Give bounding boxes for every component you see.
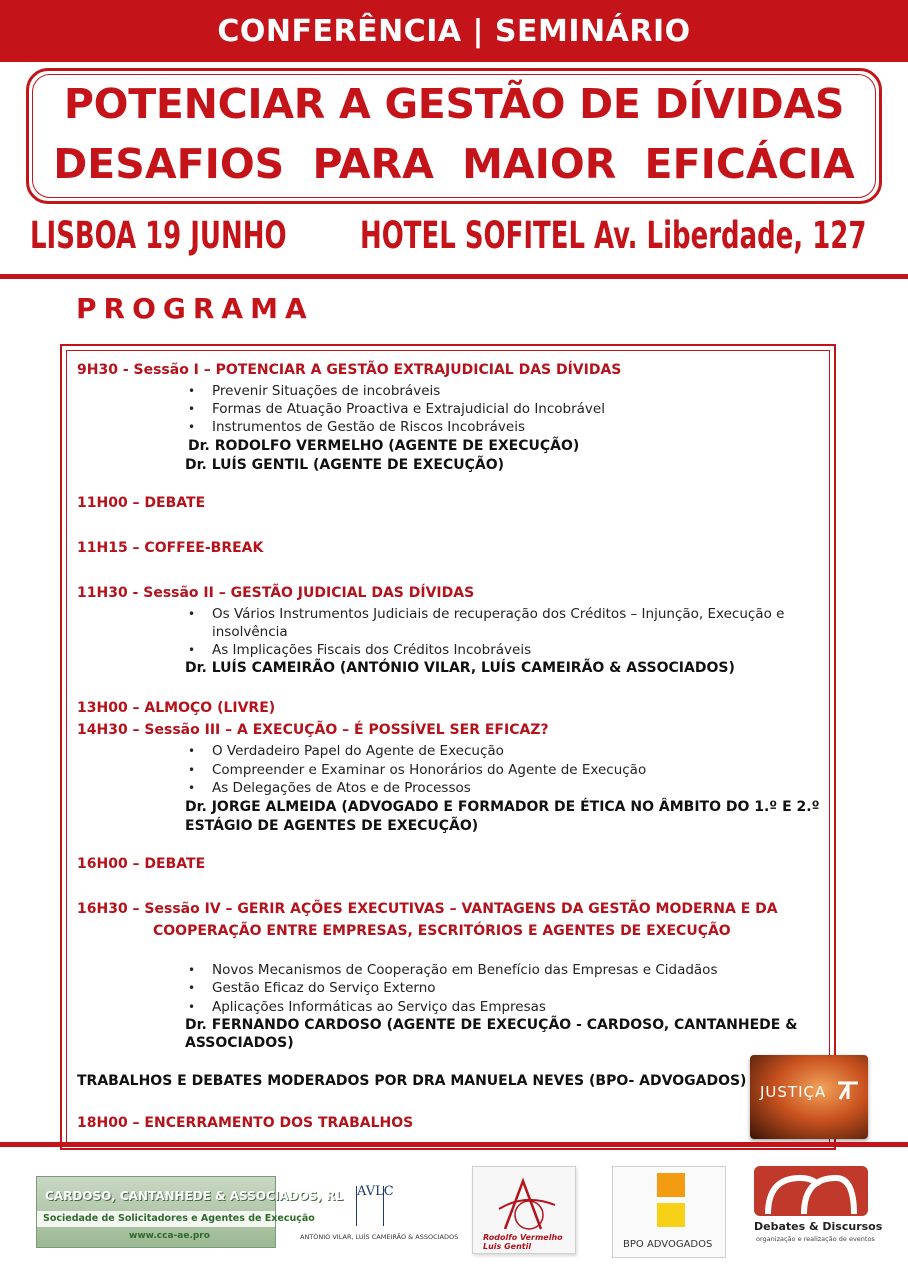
sponsor-rv-logo [472, 1166, 576, 1254]
event-venue: HOTEL SOFITEL Av. Liberdade, 127 [360, 214, 867, 257]
sponsor-dd-tagline: organização e realização de eventos [756, 1235, 875, 1243]
list-item-text: Novos Mecanismos de Cooperação em Benefício das Empresas e Cidadãos [212, 962, 718, 978]
sponsor-cca-tagline: Sociedade de Solicitadores e Agentes de Execução [43, 1213, 315, 1224]
event-city-date: LISBOA 19 JUNHO [30, 214, 287, 257]
programa-heading: PROGRAMA [76, 292, 314, 325]
bullet-icon: • [188, 402, 196, 416]
divider-bottom [0, 1142, 908, 1147]
list-item-continuation: insolvência [212, 624, 288, 640]
justica-logo-text: JUSTIÇA [760, 1083, 827, 1101]
list-item [188, 742, 504, 760]
session-4-speaker-line-2: ASSOCIADOS) [185, 1035, 294, 1051]
coffee-break: 11H15 – COFFEE-BREAK [77, 540, 264, 556]
list-item [188, 761, 647, 779]
list-item [188, 979, 436, 997]
sponsor-bpo-logo [612, 1166, 726, 1258]
bullet-icon: • [188, 420, 196, 434]
sponsor-avlc-name: ANTÓNIO VILAR, LUÍS CAMEIRÃO & ASSOCIADOS [300, 1233, 459, 1241]
session-4-title-line-2: COOPERAÇÃO ENTRE EMPRESAS, ESCRITÓRIOS E AGENTES DE EXECUÇÃO [153, 923, 731, 939]
session-1-title: 9H30 - Sessão I – POTENCIAR A GESTÃO EXTRAJUDICIAL DAS DÍVIDAS [77, 362, 622, 378]
session-4-title-line-1: 16H30 – Sessão IV – GERIR AÇÕES EXECUTIVAS – VANTAGENS DA GESTÃO MODERNA E DA [77, 901, 778, 917]
sponsor-cca-logo [36, 1176, 343, 1248]
bullet-icon: • [188, 963, 196, 977]
bpo-yellow-block [657, 1203, 685, 1227]
sponsor-dd-name: Debates & Discursos [754, 1220, 883, 1233]
list-item-text: Gestão Eficaz do Serviço Externo [212, 980, 436, 996]
event-type-banner: CONFERÊNCIA | SEMINÁRIO [0, 0, 908, 62]
session-2-speaker: Dr. LUÍS CAMEIRÃO (ANTÓNIO VILAR, LUÍS CAMEIRÃO & ASSOCIADOS) [185, 660, 735, 676]
bullet-icon: • [188, 1000, 196, 1014]
session-2-title: 11H30 - Sessão II – GESTÃO JUDICIAL DAS DÍVIDAS [77, 585, 475, 601]
lunch: 13H00 – ALMOÇO (LIVRE) [77, 700, 276, 716]
bullet-icon: • [188, 763, 196, 777]
list-item [188, 961, 718, 979]
debate-1: 11H00 – DEBATE [77, 495, 206, 511]
sponsor-dd-logo [750, 1166, 883, 1246]
event-title-line-1: POTENCIAR A GESTÃO DE DÍVIDAS [63, 80, 845, 128]
bullet-icon: • [188, 781, 196, 795]
sponsor-rv-name-1: Rodolfo Vermelho [483, 1233, 563, 1242]
globe-icon [485, 1175, 565, 1231]
list-item-text: Instrumentos de Gestão de Riscos Incobráveis [212, 419, 525, 435]
debate-2: 16H00 – DEBATE [77, 856, 206, 872]
list-item-text: Compreender e Examinar os Honorários do Agente de Execução [212, 762, 647, 778]
list-item [188, 779, 471, 797]
list-item [188, 641, 532, 659]
list-item-text: Os Vários Instrumentos Judiciais de recuperação dos Créditos – Injunção, Execução e [212, 606, 785, 622]
bullet-icon: • [188, 744, 196, 758]
bullet-icon: • [188, 981, 196, 995]
session-4-speaker-line-1: Dr. FERNANDO CARDOSO (AGENTE DE EXECUÇÃO - CARDOSO, CANTANHEDE & [185, 1017, 798, 1033]
bullet-icon: • [188, 643, 196, 657]
list-item-text: O Verdadeiro Papel do Agente de Execução [212, 743, 504, 759]
sponsor-avlc-logo: AVLC [356, 1186, 384, 1226]
list-item [188, 382, 441, 400]
session-3-speaker-line-2: ESTÁGIO DE AGENTES DE EXECUÇÃO) [185, 818, 479, 834]
session-1-speaker-2: Dr. LUÍS GENTIL (AGENTE DE EXECUÇÃO) [185, 457, 505, 473]
sponsor-rv-name-2: Luis Gentil [483, 1242, 532, 1251]
session-3-title: 14H30 – Sessão III – A EXECUÇÃO – É POSSÍVEL SER EFICAZ? [77, 722, 549, 738]
bullet-icon: • [188, 607, 196, 621]
moderator-note: TRABALHOS E DEBATES MODERADOS POR DRA MANUELA NEVES (BPO- ADVOGADOS) [77, 1073, 747, 1089]
closing: 18H00 – ENCERRAMENTO DOS TRABALHOS [77, 1115, 414, 1131]
sponsor-cca-name: CARDOSO, CANTANHEDE & ASSOCIADOS, RL [45, 1189, 343, 1203]
list-item-text: Formas de Atuação Proactiva e Extrajudicial do Incobrável [212, 401, 605, 417]
list-item [188, 998, 546, 1016]
list-item-text: Aplicações Informáticas ao Serviço das Empresas [212, 999, 546, 1015]
session-1-speaker-1: Dr. RODOLFO VERMELHO (AGENTE DE EXECUÇÃO) [188, 438, 580, 454]
list-item-text: Prevenir Situações de incobráveis [212, 383, 441, 399]
divider-top [0, 274, 908, 279]
list-item-text: As Delegações de Atos e de Processos [212, 780, 471, 796]
session-3-speaker-line-1: Dr. JORGE ALMEIDA (ADVOGADO E FORMADOR DE ÉTICA NO ÂMBITO DO 1.º E 2.º [185, 799, 820, 815]
bpo-orange-block [657, 1173, 685, 1197]
list-item-text: As Implicações Fiscais dos Créditos Incobráveis [212, 642, 532, 658]
event-title-line-2: DESAFIOS PARA MAIOR EFICÁCIA [53, 140, 855, 188]
sponsor-cca-url: www.cca-ae.pro [129, 1231, 210, 1241]
sponsor-rv-names [483, 1233, 563, 1251]
list-item [188, 400, 605, 418]
list-item [188, 418, 525, 436]
bullet-icon: • [188, 384, 196, 398]
sponsor-bpo-name: BPO ADVOGADOS [623, 1239, 713, 1250]
debates-discursos-mark-icon [754, 1166, 868, 1216]
justica-mark-icon [836, 1081, 860, 1101]
justica-logo [750, 1055, 868, 1139]
list-item [188, 605, 785, 623]
